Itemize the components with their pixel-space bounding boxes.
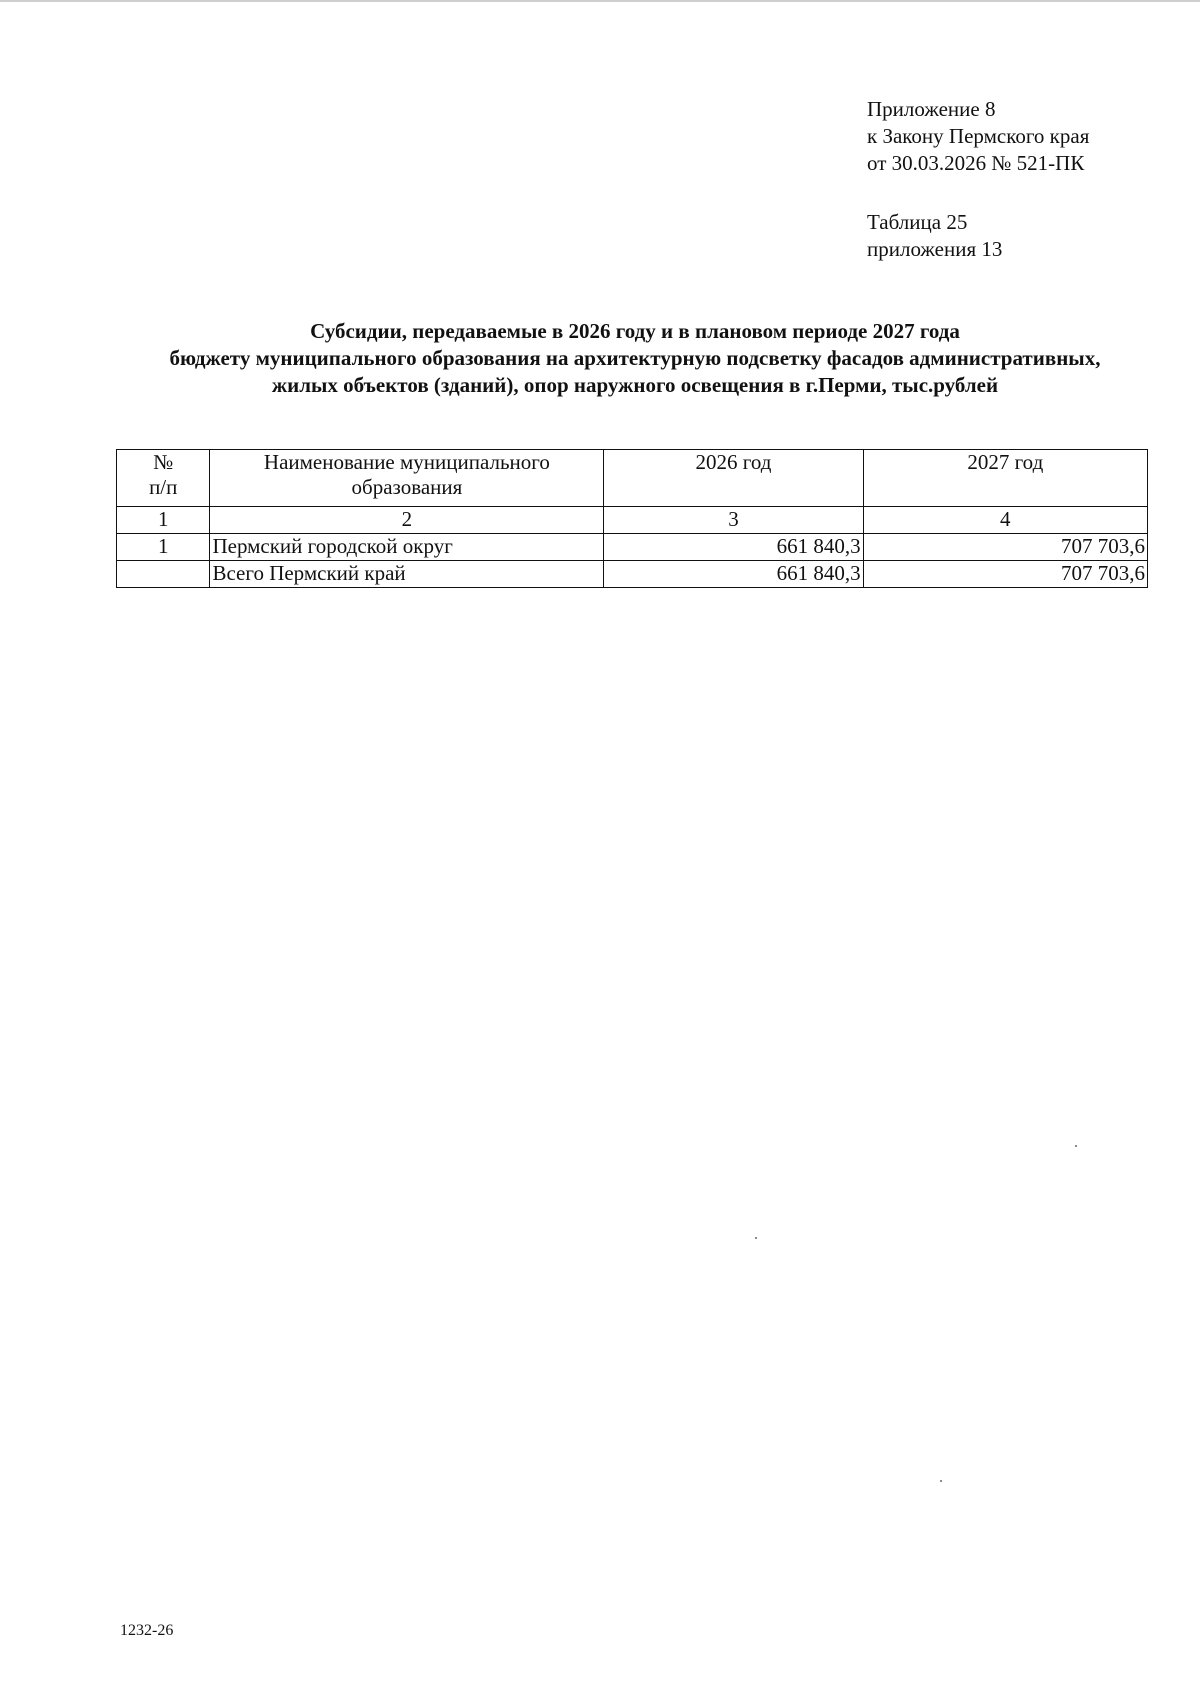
header-name-line-1: Наименование муниципального xyxy=(263,450,550,474)
header-number-symbol: № xyxy=(153,450,174,474)
total-label: Всего Пермский край xyxy=(210,561,604,588)
title-line-2: бюджету муниципального образования на архитектурную подсветку фасадов административных, xyxy=(169,346,1101,370)
total-value-2027: 707 703,6 xyxy=(863,561,1147,588)
total-number xyxy=(117,561,210,588)
index-cell-4: 4 xyxy=(863,507,1147,534)
page-top-edge xyxy=(0,0,1200,2)
appendix-number: Приложение 8 xyxy=(867,97,996,121)
table-row xyxy=(117,534,1148,561)
header-number-cell xyxy=(117,450,210,507)
header-name-cell xyxy=(210,450,604,507)
table-header-row xyxy=(117,450,1148,507)
appendix-header xyxy=(867,96,1089,177)
row-value-2026: 661 840,3 xyxy=(604,534,863,561)
index-cell-2: 2 xyxy=(210,507,604,534)
header-name-line-2: образования xyxy=(351,475,463,499)
appendix-law-date: от 30.03.2026 № 521-ПК xyxy=(867,151,1085,175)
scan-speck xyxy=(1075,1145,1077,1147)
table-index-row xyxy=(117,507,1148,534)
header-number-abbrev: п/п xyxy=(149,475,178,499)
table-total-row xyxy=(117,561,1148,588)
row-municipality-name: Пермский городской округ xyxy=(210,534,604,561)
total-value-2026: 661 840,3 xyxy=(604,561,863,588)
table-reference xyxy=(867,209,1002,263)
header-year-2027: 2027 год xyxy=(863,450,1147,507)
index-cell-1: 1 xyxy=(117,507,210,534)
registry-number: 1232-26 xyxy=(120,1622,174,1639)
table-number: Таблица 25 xyxy=(867,210,968,234)
scan-speck xyxy=(940,1480,942,1482)
header-year-2026: 2026 год xyxy=(604,450,863,507)
appendix-law-reference: к Закону Пермского края xyxy=(867,124,1090,148)
title-line-3: жилых объектов (зданий), опор наружного освещения в г.Перми, тыс.рублей xyxy=(271,373,999,397)
index-cell-3: 3 xyxy=(604,507,863,534)
row-value-2027: 707 703,6 xyxy=(863,534,1147,561)
document-title xyxy=(100,318,1170,399)
row-number: 1 xyxy=(117,534,210,561)
subsidy-table xyxy=(116,449,1148,588)
scan-speck xyxy=(755,1237,757,1239)
title-line-1: Субсидии, передаваемые в 2026 году и в плановом периоде 2027 года xyxy=(310,319,960,343)
table-appendix-reference: приложения 13 xyxy=(867,237,1003,261)
